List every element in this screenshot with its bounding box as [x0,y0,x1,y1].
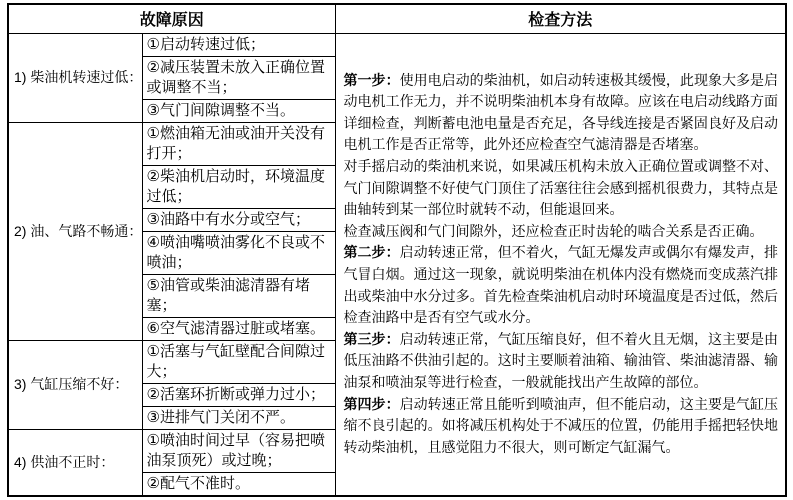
cause-cell: ③气门间隙调整不当。 [142,99,335,122]
step-1-text: 使用电启动的柴油机，如启动转速极其缓慢，此现象大多是启动电机工作无力，并不说明柴油机本身有故障。应该在电启动线路方面详细检查，判断蓄电池电量是否充足，各导线连接是否紧固良好及启动电机工作是否正常等，此外还应检查空气滤清器是否堵塞。 [343,71,779,153]
method-paragraph [344,70,779,156]
step-4-text: 启动转速正常且能听到喷油声，但不能启动，这主要是气缸压缩不良引起的。如将减压机构处于不减压的位置，仍能用手摇把轻快地转动柴油机，且感觉阻力不很大，则可断定气缸漏气。 [343,395,779,455]
method-paragraph [344,329,779,394]
category-cell-cylinder-compression-poor: 3) 气缸压缩不好： [8,340,142,429]
method-paragraph [344,221,779,243]
cause-cell: ⑥空气滤清器过脏或堵塞。 [142,317,335,340]
cause-cell: ④喷油嘴喷油雾化不良或不喷油； [142,231,335,274]
column-header-inspection-method: 检查方法 [335,4,786,33]
category-cell-engine-speed-low: 1) 柴油机转速过低： [8,33,142,122]
cause-cell: ①启动转速过低； [142,33,335,56]
method-paragraph [344,394,779,459]
method-paragraph [344,156,779,221]
cause-cell: ②配气不准时。 [142,472,335,496]
fault-diagnosis-table [7,3,787,497]
cause-cell: ①燃油箱无油或油开关没有打开； [142,122,335,165]
cause-cell: ③油路中有水分或空气； [142,208,335,231]
cause-cell: ③进排气门关闭不严。 [142,406,335,429]
method-paragraph [344,242,779,328]
step-2-text: 启动转速正常，但不着火，气缸无爆发声或偶尔有爆发声，排气冒白烟。通过这一现象，就说明柴油在机体内没有燃烧而变成蒸汽排出或柴油中水分过多。首先检查柴油机启动时环境温度是否过低，然后检查油路中是否有空气或水分。 [343,244,779,326]
step-1-label: 第一步： [343,71,400,88]
step-3-text: 启动转速正常，气缸压缩良好，但不着火且无烟，这主要是由低压油路不供油引起的。这时主要顺着油箱、输油管、柴油滤清器、输油泵和喷油泵等进行检查，一般就能找出产生故障的部位。 [343,330,779,390]
cause-cell: ①活塞与气缸壁配合间隙过大； [142,340,335,383]
timing-gear-note-text: 检查减压阀和气门间隙外，还应检查正时齿轮的啮合关系是否正确。 [343,222,764,239]
cause-cell: ⑤油管或柴油滤清器有堵塞； [142,274,335,317]
step-3-label: 第三步： [343,330,400,347]
step-2-label: 第二步： [343,244,400,261]
category-cell-oil-air-path-blocked: 2) 油、气路不畅通： [8,122,142,340]
cause-cell: ②减压装置未放入正确位置或调整不当； [142,56,335,99]
cause-cell: ①喷油时间过早（容易把喷油泵顶死）或过晚； [142,429,335,472]
table-row [8,33,786,56]
hand-crank-note-text: 对手摇启动的柴油机来说，如果减压机构未放入正确位置或调整不对、气门间隙调整不好使气门顶住了活塞往往会感到摇机很费力，其特点是曲轴转到某一部位时就转不动，但能退回来。 [343,158,779,218]
inspection-method-cell [335,33,786,496]
step-4-label: 第四步： [343,395,400,412]
cause-cell: ②柴油机启动时，环境温度过低； [142,165,335,208]
header-row [8,4,786,33]
column-header-fault-cause: 故障原因 [8,4,335,33]
category-cell-fuel-supply-mistimed: 4) 供油不正时： [8,429,142,496]
cause-cell: ②活塞环折断或弹力过小； [142,383,335,406]
